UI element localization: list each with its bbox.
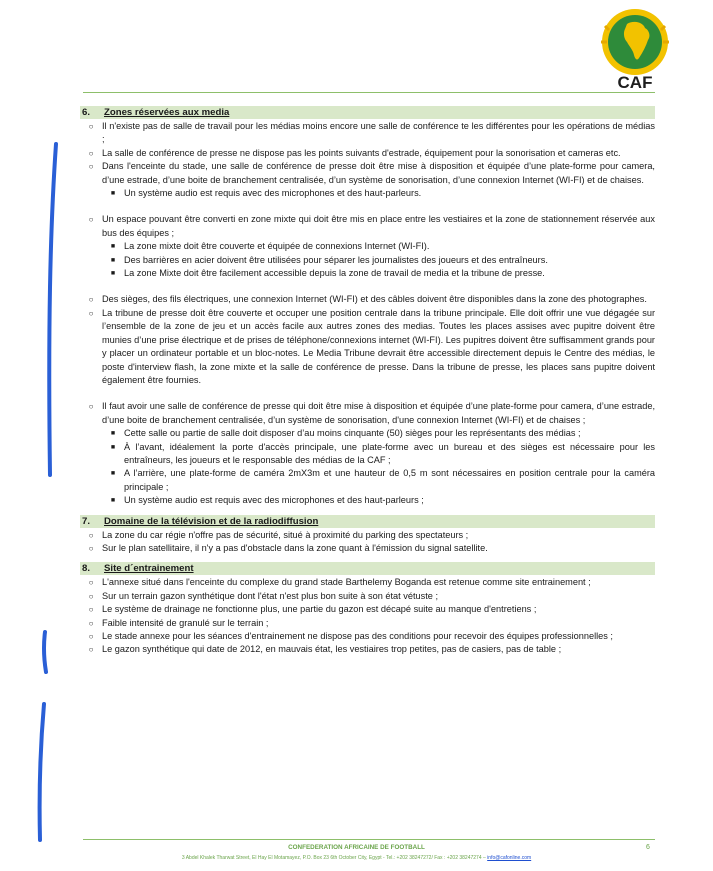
square-bullet-icon: ■	[110, 497, 116, 505]
section-spacer	[80, 555, 655, 562]
square-bullet-icon: ■	[110, 270, 116, 278]
sub-list-item	[80, 267, 655, 280]
circle-bullet-icon: ○	[88, 543, 94, 553]
square-bullet-icon: ■	[110, 243, 116, 251]
list-item-text: Un espace pouvant être converti en zone mixte qui doit être mis en place entre les vestiaires et la zone de stationnement réservée aux bus des équipes ;	[102, 214, 655, 238]
list-item-text: Faible intensité de granulé sur le terrain ;	[102, 617, 269, 628]
list-item	[80, 542, 655, 555]
sub-list-item-text: Des barrières en acier doivent être utilisées pour séparer les journalistes des joueurs et des entraîneurs.	[124, 254, 548, 265]
section-number: 6.	[82, 107, 91, 118]
list-item-text: Dans l'enceinte du stade, une salle de conférence de presse doit être mise à disposition et équipée d’une plate-forme pour camera, d’une estrade, d’une boite de branchement centralisée, d’un système de sonorisation, d’une connexion Internet (WI-FI) et de chaises.	[102, 161, 655, 185]
paragraph-spacer	[80, 387, 655, 400]
sub-list-item-text: Un système audio est requis avec des microphones et des haut-parleurs ;	[124, 495, 424, 506]
circle-bullet-icon: ○	[88, 148, 94, 158]
list-item	[80, 617, 655, 630]
sub-list-item	[80, 441, 655, 468]
sub-list-item	[80, 427, 655, 440]
circle-bullet-icon: ○	[88, 645, 94, 655]
document-body	[80, 106, 655, 657]
list-item-text: Il faut avoir une salle de conférence de presse qui doit être mise à disposition et équipée d’une plate-forme pour camera, d’une estrade, d’une boite de branchement centralisée, d’un système de sonorisation, d'une connexion Internet (WI-FI) et de chaises ;	[102, 401, 655, 425]
list-item	[80, 630, 655, 643]
sub-list-item	[80, 467, 655, 494]
footer-address	[0, 855, 713, 861]
sub-list-item	[80, 240, 655, 253]
footer-divider	[83, 839, 655, 840]
circle-bullet-icon: ○	[88, 402, 94, 412]
annotation-stroke-3	[40, 704, 44, 840]
circle-bullet-icon: ○	[88, 578, 94, 588]
square-bullet-icon: ■	[110, 470, 116, 478]
list-item-text: Sur un terrain gazon synthétique dont l'état n'est plus bon suite à son état vétuste ;	[102, 590, 439, 601]
list-item-text: Le système de drainage ne fonctionne plus, une partie du gazon est décapé suite au manque d'entretiens ;	[102, 604, 537, 615]
section-title: Site d´entrainement	[104, 563, 194, 575]
logo-text: CAF	[617, 73, 653, 92]
paragraph-spacer	[80, 200, 655, 213]
circle-bullet-icon: ○	[88, 295, 94, 305]
page-number: 6	[646, 844, 650, 851]
section-title: Domaine de la télévision et de la radiodiffusion	[104, 515, 319, 527]
section-heading	[80, 515, 655, 528]
section-heading	[80, 562, 655, 575]
list-item-text: La zone du car régie n'offre pas de sécurité, situé à proximité du parking des spectateurs ;	[102, 529, 469, 540]
list-item	[80, 590, 655, 603]
footer-organization: CONFEDERATION AFRICAINE DE FOOTBALL	[288, 844, 425, 851]
sub-list-item-text: La zone Mixte doit être facilement accessible depuis la zone de travail de media et la tribune de presse.	[124, 268, 545, 279]
list-item	[80, 307, 655, 387]
square-bullet-icon: ■	[110, 256, 116, 264]
list-item	[80, 160, 655, 187]
sub-list-item	[80, 254, 655, 267]
annotation-stroke-1	[49, 144, 56, 475]
list-item-text: L'annexe situé dans l'enceinte du complexe du grand stade Barthelemy Boganda est retenue comme site entrainement ;	[102, 577, 591, 588]
section-title: Zones réservées aux media	[104, 107, 230, 118]
sub-list-item	[80, 494, 655, 507]
sub-list-item-text: La zone mixte doit être couverte et équipée de connexions Internet (WI-FI).	[124, 241, 430, 252]
list-item	[80, 400, 655, 427]
list-item	[80, 120, 655, 147]
sub-list-item	[80, 187, 655, 200]
list-item	[80, 147, 655, 160]
list-item	[80, 213, 655, 240]
annotation-stroke-2	[44, 632, 46, 672]
square-bullet-icon: ■	[110, 430, 116, 438]
list-item-text: Il n'existe pas de salle de travail pour les médias moins encore une salle de conférence te les différentes pour les opérations de médias ;	[102, 121, 655, 145]
list-item	[80, 576, 655, 589]
footer-email-link[interactable]: info@cafonline.com	[487, 855, 532, 861]
list-item-text: La salle de conférence de presse ne dispose pas les points suivants d'estrade, équipement pour la sonorisation et cameras etc.	[102, 147, 621, 158]
square-bullet-icon: ■	[110, 443, 116, 451]
sub-list-item-text: A l’arrière, une plate-forme de caméra 2mX3m et une hauteur de 0,5 m sont nécessaires en position centrale pour la caméra principale ;	[124, 468, 655, 492]
circle-bullet-icon: ○	[88, 618, 94, 628]
footer-address-text: 3 Abdel Khalek Tharwat Street, El Hay El Motamayez, P.O. Box 23 6th October City, Egypt - Tel.: +202 38247272/ Fax : +202 38247274 –	[181, 855, 486, 861]
list-item-text: Sur le plan satellitaire, il n'y a pas d'obstacle dans la zone quant à l'émission du signal satellite.	[102, 542, 488, 553]
section-heading	[80, 106, 655, 119]
list-item	[80, 643, 655, 656]
circle-bullet-icon: ○	[88, 308, 94, 318]
caf-logo	[597, 6, 673, 92]
circle-bullet-icon: ○	[88, 162, 94, 172]
square-bullet-icon: ■	[110, 190, 116, 198]
list-item-text: Le gazon synthétique qui date de 2012, en mauvais état, les vestiaires trop petites, pas de casiers, pas de table ;	[102, 644, 562, 655]
list-item-text: Le stade annexe pour les séances d'entrainement ne dispose pas des conditions pour recevoir des équipes professionnelles ;	[102, 631, 613, 641]
list-item-text: La tribune de presse doit être couverte et occuper une position centrale dans la tribune principale. Elle doit offrir une vue dégagée sur l’ensemble de la zone de jeu et un accès facile aux autres zones des medias. Toutes les places assises avec pupitre doivent être munies d’une prise électrique et de prises de téléphone/connexions internet (WI-FI). Les pupitres doivent être suffisamment grands pour y placer un ordinateur portable et un bloc-notes. Le Media Tribune devrait être accessible directement depuis le Centre des médias, le poste d'interview flash, la zone mixte et la salle de conférence de presse. Dans la tribune de presse, les places sans pupitre doivent également être fournies.	[102, 307, 655, 385]
list-item-text: Des sièges, des fils électriques, une connexion Internet (WI-FI) et des câbles doivent être disponibles dans la zone des photographes.	[102, 294, 647, 305]
circle-bullet-icon: ○	[88, 605, 94, 615]
section-number: 7.	[82, 515, 91, 527]
paragraph-spacer	[80, 280, 655, 293]
circle-bullet-icon: ○	[88, 591, 94, 601]
circle-bullet-icon: ○	[88, 530, 94, 540]
list-item	[80, 529, 655, 542]
section-spacer	[80, 508, 655, 515]
list-item	[80, 603, 655, 616]
circle-bullet-icon: ○	[88, 122, 94, 131]
list-item	[80, 293, 655, 306]
circle-bullet-icon: ○	[88, 632, 94, 641]
sub-list-item-text: À l’avant, idéalement la porte d'accès principale, une plate-forme avec un bureau et des sièges est nécessaire pour les entraîneurs, les joueurs et le responsable des médias de la CAF ;	[124, 441, 655, 465]
circle-bullet-icon: ○	[88, 215, 94, 225]
section-number: 8.	[82, 563, 91, 575]
sub-list-item-text: Cette salle ou partie de salle doit disposer d’au moins cinquante (50) sièges pour les représentants des médias ;	[124, 428, 581, 439]
header-divider	[83, 92, 655, 93]
sub-list-item-text: Un système audio est requis avec des microphones et des haut-parleurs.	[124, 188, 422, 199]
